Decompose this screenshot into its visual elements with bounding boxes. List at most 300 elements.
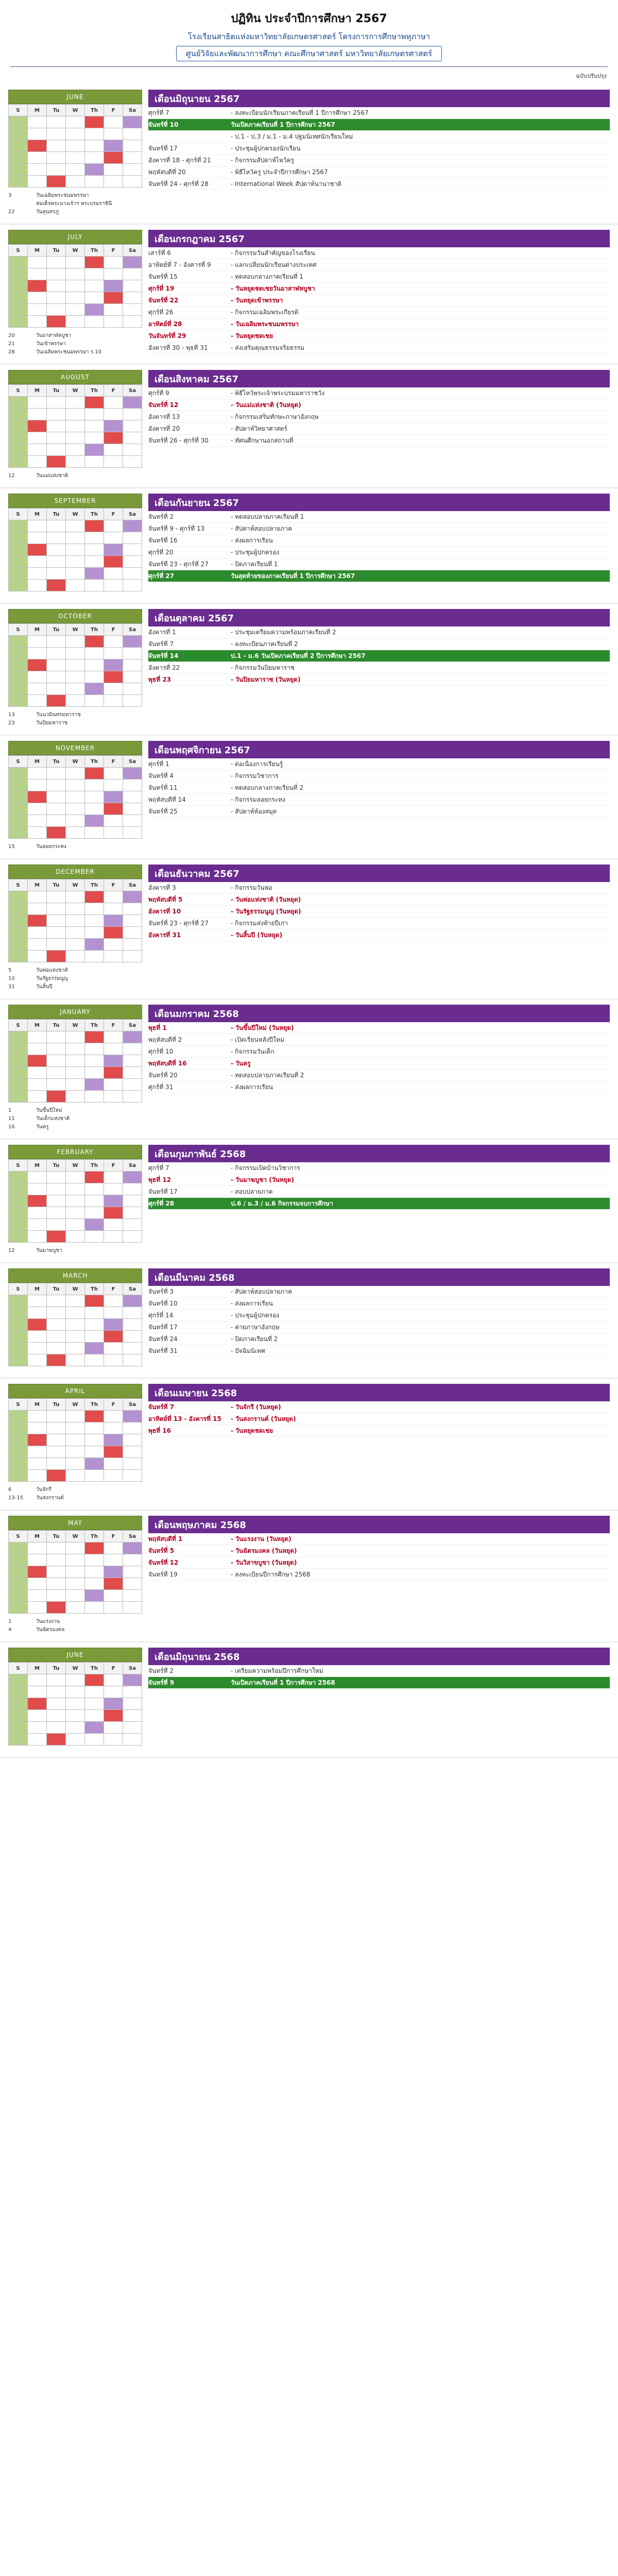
day-cell bbox=[104, 779, 123, 791]
day-cell bbox=[66, 1331, 85, 1343]
day-cell bbox=[47, 1411, 66, 1422]
event-text: - วันเฉลิมพระชนมพรรษา bbox=[231, 320, 299, 328]
day-cell bbox=[66, 444, 85, 456]
weekday-header: M bbox=[28, 245, 47, 257]
day-cell bbox=[28, 671, 47, 683]
day-cell bbox=[85, 176, 104, 188]
day-cell bbox=[9, 815, 28, 827]
event-text: - กิจกรรมวันพ่อ bbox=[231, 884, 272, 891]
weekday-header: W bbox=[66, 879, 85, 891]
day-cell bbox=[123, 903, 142, 915]
day-cell bbox=[123, 1543, 142, 1554]
day-cell bbox=[104, 1590, 123, 1602]
day-cell bbox=[85, 791, 104, 803]
day-cell bbox=[66, 951, 85, 962]
day-cell bbox=[66, 1231, 85, 1243]
event-date: วันจันทร์ที่ 29 bbox=[148, 332, 186, 340]
day-cell bbox=[123, 915, 142, 927]
day-cell bbox=[85, 1207, 104, 1219]
day-cell bbox=[123, 1172, 142, 1183]
day-cell bbox=[28, 1319, 47, 1331]
day-cell bbox=[85, 1331, 104, 1343]
event-row bbox=[148, 1310, 610, 1321]
holiday-text: วันสงกรานต์ bbox=[36, 1495, 64, 1501]
day-cell bbox=[28, 1674, 47, 1686]
day-cell bbox=[66, 1172, 85, 1183]
holiday-text: วันลอยกระทง bbox=[36, 844, 66, 850]
event-text: - วันปิยมหาราช (วันหยุด) bbox=[231, 676, 301, 683]
day-cell bbox=[28, 164, 47, 176]
day-cell bbox=[9, 1543, 28, 1554]
event-row bbox=[148, 259, 610, 271]
page-header bbox=[0, 0, 618, 70]
day-cell bbox=[123, 1295, 142, 1307]
weekday-header: M bbox=[28, 1663, 47, 1674]
day-cell bbox=[123, 268, 142, 280]
day-cell bbox=[104, 544, 123, 556]
day-cell bbox=[85, 140, 104, 152]
day-cell bbox=[9, 903, 28, 915]
mini-calendar bbox=[8, 1516, 142, 1634]
day-cell bbox=[9, 544, 28, 556]
day-cell bbox=[66, 292, 85, 304]
day-cell bbox=[123, 1031, 142, 1043]
mini-calendar-title: JANUARY bbox=[8, 1005, 142, 1019]
day-cell bbox=[9, 520, 28, 532]
weekday-header: M bbox=[28, 756, 47, 768]
mini-calendar-title: APRIL bbox=[8, 1384, 142, 1398]
day-cell bbox=[66, 1091, 85, 1103]
day-cell bbox=[9, 532, 28, 544]
day-cell bbox=[9, 456, 28, 468]
day-cell bbox=[28, 520, 47, 532]
day-cell bbox=[104, 1343, 123, 1354]
weekday-header: Tu bbox=[47, 756, 66, 768]
day-cell bbox=[104, 1578, 123, 1590]
holiday-text: วันแม่แห่งชาติ bbox=[36, 473, 68, 479]
day-cell bbox=[123, 140, 142, 152]
month-title-bar: เดือนตุลาคม 2567 bbox=[148, 609, 610, 626]
event-row bbox=[148, 906, 610, 918]
day-cell bbox=[123, 768, 142, 779]
event-date: อังคารที่ 3 bbox=[148, 884, 176, 891]
weekday-header: Tu bbox=[47, 1531, 66, 1543]
day-cell bbox=[123, 532, 142, 544]
day-cell bbox=[9, 116, 28, 128]
day-cell bbox=[85, 1566, 104, 1578]
day-cell bbox=[85, 409, 104, 420]
day-cell bbox=[123, 1602, 142, 1614]
day-cell bbox=[123, 444, 142, 456]
day-cell bbox=[66, 1031, 85, 1043]
day-cell bbox=[123, 1207, 142, 1219]
mini-calendar-title: SEPTEMBER bbox=[8, 494, 142, 508]
day-cell bbox=[9, 671, 28, 683]
day-cell bbox=[85, 803, 104, 815]
event-date: อาทิตย์ที่ 13 - อังคารที่ 15 bbox=[148, 1415, 221, 1422]
weekday-header: Th bbox=[85, 1663, 104, 1674]
day-cell bbox=[85, 1710, 104, 1722]
events-panel bbox=[148, 370, 610, 480]
event-row bbox=[148, 166, 610, 178]
day-cell bbox=[9, 803, 28, 815]
holiday-note bbox=[8, 208, 142, 216]
event-text: - ประชุมผู้ปกครอง bbox=[231, 549, 280, 556]
event-row bbox=[148, 399, 610, 411]
holiday-date: 21 bbox=[8, 341, 15, 347]
day-cell bbox=[28, 1734, 47, 1745]
event-date: ศุกร์ที่ 26 bbox=[148, 309, 174, 316]
mini-calendar-grid bbox=[8, 384, 142, 468]
day-cell bbox=[104, 1446, 123, 1458]
holiday-text: วันอาสาฬหบูชา bbox=[36, 333, 71, 338]
event-row bbox=[148, 330, 610, 342]
event-text: - ปิดภาคเรียนที่ 1 bbox=[231, 561, 278, 568]
day-cell bbox=[104, 1543, 123, 1554]
weekday-header: Sa bbox=[123, 385, 142, 397]
day-cell bbox=[47, 951, 66, 962]
day-cell bbox=[47, 927, 66, 939]
day-cell bbox=[104, 1710, 123, 1722]
holiday-text: สมเด็จพระนางเจ้าฯ พระบรมราชินี bbox=[36, 201, 112, 207]
weekday-header: F bbox=[104, 624, 123, 636]
day-cell bbox=[104, 1411, 123, 1422]
day-cell bbox=[66, 257, 85, 268]
day-cell bbox=[85, 257, 104, 268]
event-row bbox=[148, 570, 610, 582]
day-cell bbox=[47, 915, 66, 927]
day-cell bbox=[9, 683, 28, 695]
day-cell bbox=[85, 939, 104, 951]
weekday-header: Sa bbox=[123, 879, 142, 891]
event-row bbox=[148, 1345, 610, 1357]
event-text: - วันพ่อแห่งชาติ (วันหยุด) bbox=[231, 896, 301, 903]
day-cell bbox=[28, 648, 47, 659]
day-cell bbox=[123, 659, 142, 671]
day-cell bbox=[104, 1183, 123, 1195]
day-cell bbox=[9, 280, 28, 292]
day-cell bbox=[47, 1043, 66, 1055]
day-cell bbox=[85, 1067, 104, 1079]
day-cell bbox=[66, 1578, 85, 1590]
event-row bbox=[148, 1046, 610, 1058]
day-cell bbox=[28, 1231, 47, 1243]
holiday-note bbox=[8, 332, 142, 340]
weekday-header: W bbox=[66, 509, 85, 520]
day-cell bbox=[47, 444, 66, 456]
day-cell bbox=[28, 1219, 47, 1231]
day-cell bbox=[104, 803, 123, 815]
event-row bbox=[148, 758, 610, 770]
day-cell bbox=[104, 768, 123, 779]
mini-calendar-title: MAY bbox=[8, 1516, 142, 1530]
day-cell bbox=[66, 1446, 85, 1458]
event-text: - สอบปลายภาค bbox=[231, 1188, 273, 1195]
weekday-header: W bbox=[66, 1531, 85, 1543]
event-date: จันทร์ที่ 19 bbox=[148, 1571, 178, 1578]
events-panel bbox=[148, 230, 610, 357]
day-cell bbox=[104, 1043, 123, 1055]
event-date: ศุกร์ที่ 20 bbox=[148, 549, 174, 556]
mini-calendar-grid bbox=[8, 879, 142, 962]
day-cell bbox=[28, 1686, 47, 1698]
day-cell bbox=[104, 1422, 123, 1434]
events-panel bbox=[148, 1648, 610, 1750]
mini-calendar bbox=[8, 741, 142, 851]
day-cell bbox=[85, 1698, 104, 1710]
event-row bbox=[148, 1321, 610, 1333]
event-text: - กิจกรรมส่งท้ายปีเก่า bbox=[231, 920, 288, 927]
day-cell bbox=[104, 1079, 123, 1091]
day-cell bbox=[123, 432, 142, 444]
day-cell bbox=[28, 1307, 47, 1319]
day-cell bbox=[123, 128, 142, 140]
weekday-header: Th bbox=[85, 1160, 104, 1172]
event-date: อังคารที่ 31 bbox=[148, 931, 181, 939]
day-cell bbox=[47, 268, 66, 280]
day-cell bbox=[28, 1055, 47, 1067]
day-cell bbox=[104, 520, 123, 532]
day-cell bbox=[9, 1411, 28, 1422]
day-cell bbox=[9, 1307, 28, 1319]
day-cell bbox=[123, 891, 142, 903]
day-cell bbox=[104, 268, 123, 280]
day-cell bbox=[9, 257, 28, 268]
day-cell bbox=[47, 695, 66, 707]
month-section bbox=[0, 84, 618, 225]
event-date: ศุกร์ที่ 9 bbox=[148, 389, 169, 397]
day-cell bbox=[9, 1183, 28, 1195]
event-text: - กิจกรรมลอยกระทง bbox=[231, 796, 286, 803]
event-row bbox=[148, 119, 610, 131]
day-cell bbox=[47, 1698, 66, 1710]
weekday-header: M bbox=[28, 105, 47, 116]
day-cell bbox=[123, 568, 142, 580]
day-cell bbox=[9, 648, 28, 659]
mini-calendar bbox=[8, 1648, 142, 1750]
event-text: - พิธีไหว้พระเจ้าพระบรมมหาราชวัง bbox=[231, 389, 324, 397]
event-text: - วันหยุดชดเชยวันอาสาฬหบูชา bbox=[231, 285, 315, 292]
event-date: จันทร์ที่ 11 bbox=[148, 784, 178, 791]
day-cell bbox=[66, 420, 85, 432]
day-cell bbox=[28, 1422, 47, 1434]
day-cell bbox=[123, 683, 142, 695]
day-cell bbox=[66, 1434, 85, 1446]
day-cell bbox=[104, 116, 123, 128]
month-title-bar: เดือนเมษายน 2568 bbox=[148, 1384, 610, 1401]
day-cell bbox=[104, 128, 123, 140]
holiday-date: 31 bbox=[8, 984, 15, 990]
mini-calendar-title: JULY bbox=[8, 230, 142, 244]
day-cell bbox=[123, 951, 142, 962]
holiday-date: 23 bbox=[8, 720, 15, 726]
day-cell bbox=[104, 556, 123, 568]
weekday-header: S bbox=[9, 879, 28, 891]
day-cell bbox=[85, 671, 104, 683]
weekday-header: Sa bbox=[123, 105, 142, 116]
day-cell bbox=[28, 268, 47, 280]
event-date: จันทร์ที่ 2 bbox=[148, 513, 174, 520]
event-row bbox=[148, 1413, 610, 1425]
event-date: จันทร์ที่ 26 - ศุกร์ที่ 30 bbox=[148, 437, 209, 444]
event-date: จันทร์ที่ 16 bbox=[148, 537, 178, 544]
day-cell bbox=[123, 1411, 142, 1422]
weekday-header: Tu bbox=[47, 1160, 66, 1172]
weekday-header: F bbox=[104, 509, 123, 520]
mini-calendar-notes bbox=[8, 843, 142, 851]
holiday-note bbox=[8, 1618, 142, 1626]
day-cell bbox=[9, 292, 28, 304]
day-cell bbox=[28, 1079, 47, 1091]
weekday-header: Th bbox=[85, 1020, 104, 1031]
day-cell bbox=[85, 779, 104, 791]
event-text: ป.1 - ม.6 วันเปิดภาคเรียนที่ 2 ปีการศึกษา 2567 bbox=[231, 652, 366, 659]
mini-calendar-grid bbox=[8, 244, 142, 328]
day-cell bbox=[47, 152, 66, 164]
day-cell bbox=[104, 1091, 123, 1103]
holiday-note bbox=[8, 1123, 142, 1131]
day-cell bbox=[28, 951, 47, 962]
day-cell bbox=[104, 1031, 123, 1043]
mini-calendar bbox=[8, 494, 142, 596]
day-cell bbox=[28, 1207, 47, 1219]
event-text: วันสุดท้ายของภาคเรียนที่ 1 ปีการศึกษา 2567 bbox=[231, 572, 355, 580]
event-date: อังคารที่ 10 bbox=[148, 908, 181, 915]
day-cell bbox=[123, 1566, 142, 1578]
event-row bbox=[148, 1022, 610, 1034]
event-text: วันเปิดภาคเรียนที่ 1 ปีการศึกษา 2568 bbox=[231, 1679, 335, 1686]
event-row bbox=[148, 1298, 610, 1310]
event-date: จันทร์ที่ 24 - ศุกร์ที่ 28 bbox=[148, 180, 209, 188]
event-date: พฤหัสบดีที่ 5 bbox=[148, 896, 183, 903]
day-cell bbox=[28, 768, 47, 779]
day-cell bbox=[66, 827, 85, 839]
day-cell bbox=[9, 891, 28, 903]
day-cell bbox=[66, 580, 85, 591]
day-cell bbox=[66, 1686, 85, 1698]
day-cell bbox=[85, 556, 104, 568]
day-cell bbox=[85, 827, 104, 839]
events-panel bbox=[148, 865, 610, 991]
event-row bbox=[148, 1425, 610, 1437]
day-cell bbox=[9, 779, 28, 791]
day-cell bbox=[104, 280, 123, 292]
day-cell bbox=[28, 444, 47, 456]
day-cell bbox=[28, 420, 47, 432]
day-cell bbox=[123, 420, 142, 432]
day-cell bbox=[28, 140, 47, 152]
day-cell bbox=[47, 316, 66, 328]
day-cell bbox=[104, 1331, 123, 1343]
event-date: พุธที่ 16 bbox=[148, 1427, 171, 1434]
month-title-bar: เดือนสิงหาคม 2567 bbox=[148, 370, 610, 387]
holiday-date: 11 bbox=[8, 1116, 15, 1122]
weekday-header: W bbox=[66, 1160, 85, 1172]
day-cell bbox=[9, 1207, 28, 1219]
holiday-date: 10 bbox=[8, 976, 15, 981]
event-text: - ประชุมผู้ปกครอง bbox=[231, 1312, 280, 1319]
event-row bbox=[148, 1665, 610, 1677]
event-row bbox=[148, 1081, 610, 1093]
holiday-text: วันมาฆบูชา bbox=[36, 1248, 62, 1253]
weekday-header: Tu bbox=[47, 509, 66, 520]
event-text: - International Week สัปดาห์นานาชาติ bbox=[231, 180, 342, 188]
day-cell bbox=[85, 927, 104, 939]
day-cell bbox=[104, 1470, 123, 1482]
weekday-header: W bbox=[66, 1020, 85, 1031]
event-row bbox=[148, 662, 610, 674]
mini-calendar-grid bbox=[8, 1530, 142, 1614]
day-cell bbox=[9, 951, 28, 962]
day-cell bbox=[66, 1422, 85, 1434]
day-cell bbox=[47, 903, 66, 915]
events-panel bbox=[148, 90, 610, 216]
holiday-note bbox=[8, 711, 142, 719]
day-cell bbox=[85, 1458, 104, 1470]
weekday-header: M bbox=[28, 509, 47, 520]
day-cell bbox=[9, 1566, 28, 1578]
day-cell bbox=[123, 1231, 142, 1243]
day-cell bbox=[104, 1195, 123, 1207]
mini-calendar-notes bbox=[8, 711, 142, 727]
day-cell bbox=[123, 556, 142, 568]
day-cell bbox=[47, 1219, 66, 1231]
event-date: อังคารที่ 18 - ศุกร์ที่ 21 bbox=[148, 157, 211, 164]
event-date: จันทร์ที่ 14 bbox=[148, 652, 179, 659]
event-date: พฤหัสบดีที่ 20 bbox=[148, 168, 186, 176]
day-cell bbox=[123, 927, 142, 939]
mini-calendar-grid bbox=[8, 1398, 142, 1482]
weekday-header: S bbox=[9, 509, 28, 520]
day-cell bbox=[47, 659, 66, 671]
day-cell bbox=[9, 1354, 28, 1366]
event-row bbox=[148, 1174, 610, 1186]
day-cell bbox=[66, 1674, 85, 1686]
day-cell bbox=[66, 939, 85, 951]
holiday-note bbox=[8, 200, 142, 208]
day-cell bbox=[85, 1343, 104, 1354]
event-text: - กิจกรรมเปิดบ้านวิชาการ bbox=[231, 1164, 300, 1172]
event-date: จันทร์ที่ 24 bbox=[148, 1335, 178, 1343]
day-cell bbox=[47, 292, 66, 304]
event-text: - ค่ายภาษาอังกฤษ bbox=[231, 1324, 280, 1331]
day-cell bbox=[66, 128, 85, 140]
day-cell bbox=[66, 568, 85, 580]
month-section bbox=[0, 225, 618, 365]
day-cell bbox=[123, 1354, 142, 1366]
mini-calendar-grid bbox=[8, 623, 142, 707]
day-cell bbox=[85, 444, 104, 456]
event-row bbox=[148, 1677, 610, 1689]
event-date: จันทร์ที่ 25 bbox=[148, 808, 178, 815]
day-cell bbox=[85, 1195, 104, 1207]
event-row bbox=[148, 511, 610, 523]
event-text: - กิจกรรมเสริมทักษะภาษาอังกฤษ bbox=[231, 413, 319, 420]
event-date: พุธที่ 12 bbox=[148, 1176, 171, 1183]
weekday-header: Tu bbox=[47, 1399, 66, 1411]
event-date: ศุกร์ที่ 27 bbox=[148, 572, 175, 580]
event-text: - ต่อเนื่องการเรียนรู้ bbox=[231, 760, 283, 768]
day-cell bbox=[66, 520, 85, 532]
month-title-bar: เดือนกรกฎาคม 2567 bbox=[148, 230, 610, 247]
event-row bbox=[148, 271, 610, 283]
day-cell bbox=[9, 1446, 28, 1458]
day-cell bbox=[28, 544, 47, 556]
day-cell bbox=[47, 827, 66, 839]
day-cell bbox=[28, 915, 47, 927]
day-cell bbox=[47, 1055, 66, 1067]
weekday-header: S bbox=[9, 1399, 28, 1411]
